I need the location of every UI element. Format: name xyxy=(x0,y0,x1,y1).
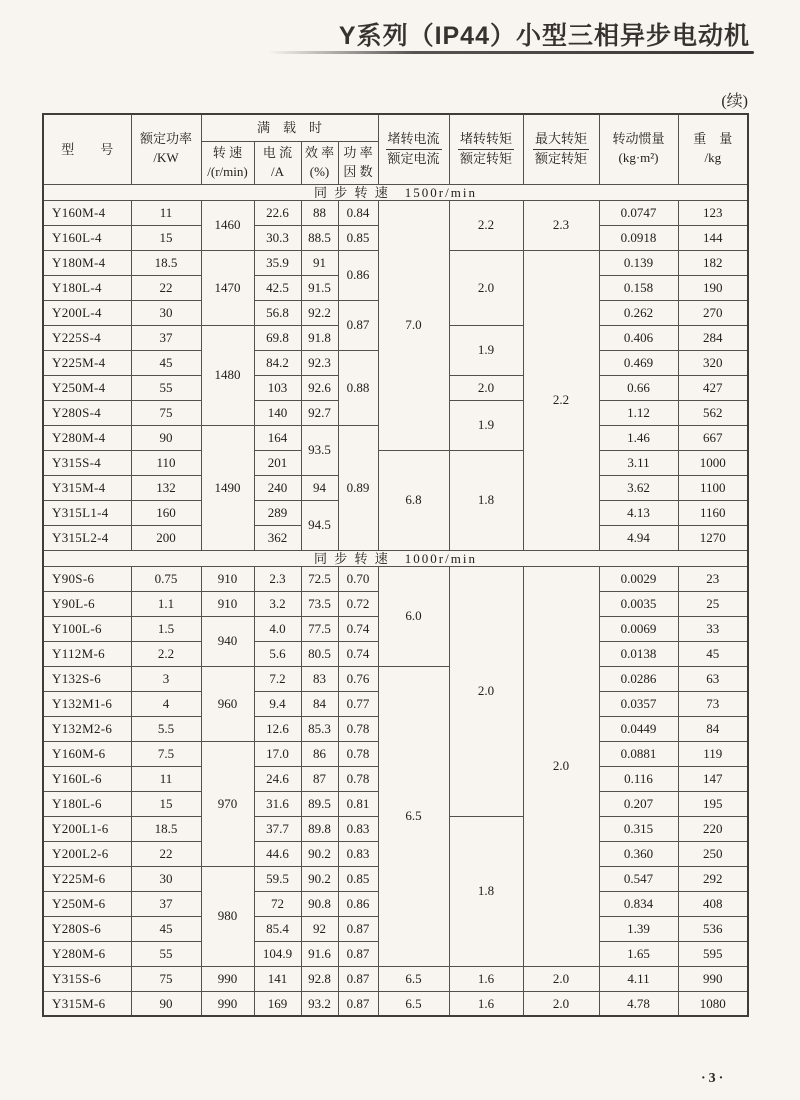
cell-power-factor: 0.81 xyxy=(338,791,378,816)
cell-weight: 1000 xyxy=(678,450,748,475)
cell-inertia: 0.469 xyxy=(599,350,678,375)
cell-rated-power: 18.5 xyxy=(131,250,201,275)
cell-current: 30.3 xyxy=(254,225,301,250)
cell-inertia: 0.834 xyxy=(599,891,678,916)
spec-table-body xyxy=(43,184,748,1016)
cell-power-factor: 0.78 xyxy=(338,766,378,791)
cell-efficiency: 90.2 xyxy=(301,866,338,891)
speed-label: 转 速 xyxy=(212,144,243,160)
cell-speed: 1480 xyxy=(201,325,254,425)
cell-weight: 1080 xyxy=(678,991,748,1016)
cell-rated-power: 3 xyxy=(131,666,201,691)
cell-efficiency: 92.7 xyxy=(301,400,338,425)
cell-rated-power: 1.5 xyxy=(131,616,201,641)
cell-model: Y200L1-6 xyxy=(43,816,131,841)
col-header-full-load: 满 载 时 xyxy=(201,114,378,141)
cell-efficiency: 92.2 xyxy=(301,300,338,325)
col-header-inertia xyxy=(599,114,678,184)
cell-current: 240 xyxy=(254,475,301,500)
cell-weight: 123 xyxy=(678,200,748,225)
cell-speed: 990 xyxy=(201,991,254,1016)
cell-power-factor: 0.88 xyxy=(338,350,378,425)
rated-power-unit: /KW xyxy=(153,150,179,166)
cell-efficiency: 83 xyxy=(301,666,338,691)
table-row xyxy=(43,991,748,1016)
cell-current: 37.7 xyxy=(254,816,301,841)
cell-locked-rotor-current-ratio: 6.5 xyxy=(378,991,449,1016)
cell-rated-power: 200 xyxy=(131,525,201,550)
cell-power-factor: 0.77 xyxy=(338,691,378,716)
cell-weight: 33 xyxy=(678,616,748,641)
cell-model: Y315L2-4 xyxy=(43,525,131,550)
cell-weight: 63 xyxy=(678,666,748,691)
col-header-rated-power xyxy=(131,114,201,184)
cell-efficiency: 92.6 xyxy=(301,375,338,400)
cell-efficiency: 73.5 xyxy=(301,591,338,616)
cell-inertia: 0.0881 xyxy=(599,741,678,766)
cell-locked-rotor-torque-ratio: 1.8 xyxy=(449,816,523,966)
cell-efficiency: 91 xyxy=(301,250,338,275)
cell-model: Y200L2-6 xyxy=(43,841,131,866)
cell-weight: 408 xyxy=(678,891,748,916)
cell-efficiency: 89.5 xyxy=(301,791,338,816)
cell-rated-power: 15 xyxy=(131,791,201,816)
cell-current: 289 xyxy=(254,500,301,525)
cell-weight: 250 xyxy=(678,841,748,866)
cell-power-factor: 0.83 xyxy=(338,841,378,866)
cell-efficiency: 85.3 xyxy=(301,716,338,741)
cell-rated-power: 22 xyxy=(131,275,201,300)
cell-rated-power: 0.75 xyxy=(131,566,201,591)
cell-rated-power: 90 xyxy=(131,991,201,1016)
cell-rated-power: 110 xyxy=(131,450,201,475)
cell-model: Y180L-4 xyxy=(43,275,131,300)
power-factor-label: 功 率 xyxy=(343,144,373,160)
ratio-denominator: 额定转矩 xyxy=(460,150,513,166)
cell-efficiency: 77.5 xyxy=(301,616,338,641)
cell-current: 56.8 xyxy=(254,300,301,325)
cell-speed: 980 xyxy=(201,866,254,966)
cell-inertia: 0.0069 xyxy=(599,616,678,641)
cell-locked-rotor-torque-ratio: 2.2 xyxy=(449,200,523,250)
section-label: 同 步 转 速 1000r/min xyxy=(43,550,748,566)
cell-locked-rotor-torque-ratio: 2.0 xyxy=(449,566,523,816)
cell-power-factor: 0.87 xyxy=(338,916,378,941)
cell-efficiency: 84 xyxy=(301,691,338,716)
efficiency-label: 效 率 xyxy=(304,144,335,160)
cell-weight: 1270 xyxy=(678,525,748,550)
cell-locked-rotor-torque-ratio: 2.0 xyxy=(449,375,523,400)
cell-rated-power: 15 xyxy=(131,225,201,250)
cell-max-torque-ratio: 2.0 xyxy=(523,566,599,966)
cell-weight: 595 xyxy=(678,941,748,966)
cell-rated-power: 11 xyxy=(131,766,201,791)
cell-efficiency: 89.8 xyxy=(301,816,338,841)
cell-weight: 144 xyxy=(678,225,748,250)
section-label: 同 步 转 速 1500r/min xyxy=(43,184,748,200)
cell-model: Y160L-6 xyxy=(43,766,131,791)
col-header-weight xyxy=(678,114,748,184)
cell-model: Y315M-4 xyxy=(43,475,131,500)
cell-current: 24.6 xyxy=(254,766,301,791)
cell-current: 104.9 xyxy=(254,941,301,966)
cell-power-factor: 0.86 xyxy=(338,891,378,916)
cell-inertia: 0.0918 xyxy=(599,225,678,250)
cell-locked-rotor-torque-ratio: 1.6 xyxy=(449,991,523,1016)
cell-speed: 1460 xyxy=(201,200,254,250)
cell-weight: 667 xyxy=(678,425,748,450)
cell-efficiency: 91.8 xyxy=(301,325,338,350)
cell-model: Y160M-4 xyxy=(43,200,131,225)
cell-locked-rotor-torque-ratio: 1.9 xyxy=(449,400,523,450)
cell-speed: 910 xyxy=(201,566,254,591)
cell-speed: 960 xyxy=(201,666,254,741)
cell-efficiency: 92 xyxy=(301,916,338,941)
cell-model: Y225S-4 xyxy=(43,325,131,350)
cell-locked-rotor-current-ratio: 6.0 xyxy=(378,566,449,666)
cell-speed: 1470 xyxy=(201,250,254,325)
cell-inertia: 1.39 xyxy=(599,916,678,941)
cell-inertia: 4.78 xyxy=(599,991,678,1016)
cell-weight: 990 xyxy=(678,966,748,991)
cell-efficiency: 86 xyxy=(301,741,338,766)
cell-current: 69.8 xyxy=(254,325,301,350)
cell-inertia: 4.94 xyxy=(599,525,678,550)
cell-weight: 536 xyxy=(678,916,748,941)
cell-efficiency: 94 xyxy=(301,475,338,500)
cell-weight: 45 xyxy=(678,641,748,666)
cell-rated-power: 160 xyxy=(131,500,201,525)
cell-current: 72 xyxy=(254,891,301,916)
cell-weight: 190 xyxy=(678,275,748,300)
cell-model: Y180L-6 xyxy=(43,791,131,816)
cell-weight: 1100 xyxy=(678,475,748,500)
cell-power-factor: 0.72 xyxy=(338,591,378,616)
cell-current: 44.6 xyxy=(254,841,301,866)
cell-current: 17.0 xyxy=(254,741,301,766)
cell-power-factor: 0.87 xyxy=(338,941,378,966)
cell-current: 141 xyxy=(254,966,301,991)
ratio-numerator: 堵转电流 xyxy=(386,131,442,150)
cell-power-factor: 0.85 xyxy=(338,225,378,250)
cell-power-factor: 0.74 xyxy=(338,616,378,641)
cell-max-torque-ratio: 2.3 xyxy=(523,200,599,250)
cell-weight: 292 xyxy=(678,866,748,891)
cell-inertia: 0.66 xyxy=(599,375,678,400)
cell-power-factor: 0.84 xyxy=(338,200,378,225)
cell-model: Y280S-4 xyxy=(43,400,131,425)
cell-inertia: 0.0035 xyxy=(599,591,678,616)
cell-weight: 23 xyxy=(678,566,748,591)
cell-weight: 220 xyxy=(678,816,748,841)
cell-efficiency: 92.8 xyxy=(301,966,338,991)
cell-current: 140 xyxy=(254,400,301,425)
cell-max-torque-ratio: 2.2 xyxy=(523,250,599,550)
cell-model: Y225M-4 xyxy=(43,350,131,375)
table-row xyxy=(43,200,748,225)
cell-rated-power: 37 xyxy=(131,891,201,916)
ratio-numerator: 堵转转矩 xyxy=(458,131,514,150)
cell-locked-rotor-torque-ratio: 1.8 xyxy=(449,450,523,550)
cell-current: 35.9 xyxy=(254,250,301,275)
cell-current: 362 xyxy=(254,525,301,550)
cell-efficiency: 94.5 xyxy=(301,500,338,550)
cell-weight: 284 xyxy=(678,325,748,350)
inertia-unit: (kg·m²) xyxy=(618,150,659,166)
cell-rated-power: 45 xyxy=(131,350,201,375)
cell-current: 84.2 xyxy=(254,350,301,375)
cell-inertia: 0.0138 xyxy=(599,641,678,666)
page-number: ·3· xyxy=(701,1071,727,1086)
inertia-label: 转动惯量 xyxy=(612,131,665,147)
cell-efficiency: 91.6 xyxy=(301,941,338,966)
cell-model: Y90S-6 xyxy=(43,566,131,591)
cell-model: Y280S-6 xyxy=(43,916,131,941)
cell-inertia: 0.360 xyxy=(599,841,678,866)
cell-power-factor: 0.74 xyxy=(338,641,378,666)
cell-speed: 1490 xyxy=(201,425,254,550)
cell-inertia: 4.11 xyxy=(599,966,678,991)
cell-model: Y100L-6 xyxy=(43,616,131,641)
cell-locked-rotor-torque-ratio: 1.9 xyxy=(449,325,523,375)
cell-model: Y315L1-4 xyxy=(43,500,131,525)
weight-unit: /kg xyxy=(704,150,722,166)
table-row xyxy=(43,966,748,991)
col-header-speed xyxy=(201,141,254,184)
cell-model: Y250M-6 xyxy=(43,891,131,916)
cell-efficiency: 91.5 xyxy=(301,275,338,300)
cell-efficiency: 88.5 xyxy=(301,225,338,250)
cell-rated-power: 45 xyxy=(131,916,201,941)
cell-model: Y132S-6 xyxy=(43,666,131,691)
cell-max-torque-ratio: 2.0 xyxy=(523,991,599,1016)
col-header-current xyxy=(254,141,301,184)
cell-inertia: 0.0286 xyxy=(599,666,678,691)
cell-weight: 25 xyxy=(678,591,748,616)
cell-locked-rotor-current-ratio: 6.8 xyxy=(378,450,449,550)
col-header-model: 型 号 xyxy=(43,114,131,184)
cell-rated-power: 4 xyxy=(131,691,201,716)
page-title: Y系列（IP44）小型三相异步电动机 xyxy=(338,22,750,50)
cell-current: 31.6 xyxy=(254,791,301,816)
table-row xyxy=(43,566,748,591)
cell-rated-power: 11 xyxy=(131,200,201,225)
cell-rated-power: 55 xyxy=(131,941,201,966)
cell-current: 103 xyxy=(254,375,301,400)
cell-weight: 182 xyxy=(678,250,748,275)
cell-weight: 270 xyxy=(678,300,748,325)
cell-model: Y250M-4 xyxy=(43,375,131,400)
cell-model: Y160M-6 xyxy=(43,741,131,766)
current-label: 电 流 xyxy=(262,144,293,160)
cell-efficiency: 93.2 xyxy=(301,991,338,1016)
cell-locked-rotor-torque-ratio: 1.6 xyxy=(449,966,523,991)
cell-model: Y160L-4 xyxy=(43,225,131,250)
cell-inertia: 0.207 xyxy=(599,791,678,816)
cell-inertia: 0.158 xyxy=(599,275,678,300)
cell-rated-power: 132 xyxy=(131,475,201,500)
cell-inertia: 1.65 xyxy=(599,941,678,966)
cell-weight: 195 xyxy=(678,791,748,816)
table-row xyxy=(43,666,748,691)
cell-max-torque-ratio: 2.0 xyxy=(523,966,599,991)
cell-model: Y132M2-6 xyxy=(43,716,131,741)
cell-inertia: 1.46 xyxy=(599,425,678,450)
cell-power-factor: 0.85 xyxy=(338,866,378,891)
cell-efficiency: 87 xyxy=(301,766,338,791)
cell-inertia: 0.0357 xyxy=(599,691,678,716)
cell-power-factor: 0.87 xyxy=(338,966,378,991)
cell-speed: 990 xyxy=(201,966,254,991)
cell-efficiency: 72.5 xyxy=(301,566,338,591)
cell-locked-rotor-current-ratio: 7.0 xyxy=(378,200,449,450)
cell-efficiency: 90.8 xyxy=(301,891,338,916)
cell-power-factor: 0.89 xyxy=(338,425,378,550)
cell-speed: 940 xyxy=(201,616,254,666)
current-unit: /A xyxy=(271,163,284,179)
cell-current: 9.4 xyxy=(254,691,301,716)
cell-inertia: 1.12 xyxy=(599,400,678,425)
cell-inertia: 0.406 xyxy=(599,325,678,350)
cell-model: Y200L-4 xyxy=(43,300,131,325)
cell-model: Y280M-4 xyxy=(43,425,131,450)
cell-efficiency: 88 xyxy=(301,200,338,225)
cell-inertia: 3.62 xyxy=(599,475,678,500)
ratio-numerator: 最大转矩 xyxy=(533,131,589,150)
cell-locked-rotor-current-ratio: 6.5 xyxy=(378,966,449,991)
col-header-efficiency xyxy=(301,141,338,184)
cell-inertia: 0.0449 xyxy=(599,716,678,741)
cell-rated-power: 18.5 xyxy=(131,816,201,841)
cell-current: 164 xyxy=(254,425,301,450)
table-row xyxy=(43,450,748,475)
cell-inertia: 0.262 xyxy=(599,300,678,325)
cell-current: 85.4 xyxy=(254,916,301,941)
cell-rated-power: 2.2 xyxy=(131,641,201,666)
cell-inertia: 3.11 xyxy=(599,450,678,475)
cell-weight: 1160 xyxy=(678,500,748,525)
cell-model: Y132M1-6 xyxy=(43,691,131,716)
cell-current: 4.0 xyxy=(254,616,301,641)
cell-weight: 562 xyxy=(678,400,748,425)
cell-weight: 119 xyxy=(678,741,748,766)
cell-current: 42.5 xyxy=(254,275,301,300)
cell-inertia: 4.13 xyxy=(599,500,678,525)
cell-model: Y112M-6 xyxy=(43,641,131,666)
cell-current: 201 xyxy=(254,450,301,475)
title-divider xyxy=(268,51,754,54)
cell-model: Y280M-6 xyxy=(43,941,131,966)
cell-weight: 320 xyxy=(678,350,748,375)
cell-rated-power: 37 xyxy=(131,325,201,350)
efficiency-unit: (%) xyxy=(309,163,330,179)
cell-power-factor: 0.87 xyxy=(338,991,378,1016)
cell-rated-power: 55 xyxy=(131,375,201,400)
cell-inertia: 0.315 xyxy=(599,816,678,841)
continued-label: (续) xyxy=(721,93,748,110)
cell-rated-power: 5.5 xyxy=(131,716,201,741)
cell-weight: 147 xyxy=(678,766,748,791)
cell-rated-power: 1.1 xyxy=(131,591,201,616)
cell-current: 2.3 xyxy=(254,566,301,591)
cell-inertia: 0.547 xyxy=(599,866,678,891)
cell-power-factor: 0.78 xyxy=(338,741,378,766)
cell-rated-power: 30 xyxy=(131,300,201,325)
cell-efficiency: 80.5 xyxy=(301,641,338,666)
cell-weight: 73 xyxy=(678,691,748,716)
cell-locked-rotor-current-ratio: 6.5 xyxy=(378,666,449,966)
cell-current: 7.2 xyxy=(254,666,301,691)
cell-speed: 970 xyxy=(201,741,254,866)
cell-current: 12.6 xyxy=(254,716,301,741)
ratio-denominator: 额定转矩 xyxy=(535,150,588,166)
cell-current: 59.5 xyxy=(254,866,301,891)
cell-power-factor: 0.87 xyxy=(338,300,378,350)
cell-rated-power: 90 xyxy=(131,425,201,450)
cell-model: Y180M-4 xyxy=(43,250,131,275)
col-header-max-torque-ratio xyxy=(523,114,599,184)
cell-power-factor: 0.70 xyxy=(338,566,378,591)
cell-inertia: 0.139 xyxy=(599,250,678,275)
speed-unit: /(r/min) xyxy=(207,163,248,179)
cell-model: Y315M-6 xyxy=(43,991,131,1016)
motor-spec-table xyxy=(42,113,749,1017)
cell-weight: 427 xyxy=(678,375,748,400)
power-factor-label2: 因 数 xyxy=(343,163,373,179)
rated-power-label: 额定功率 xyxy=(139,131,192,147)
cell-model: Y225M-6 xyxy=(43,866,131,891)
cell-current: 5.6 xyxy=(254,641,301,666)
ratio-denominator: 额定电流 xyxy=(387,150,440,166)
cell-inertia: 0.0029 xyxy=(599,566,678,591)
col-header-power-factor xyxy=(338,141,378,184)
cell-model: Y90L-6 xyxy=(43,591,131,616)
weight-label: 重 量 xyxy=(693,131,733,147)
cell-weight: 84 xyxy=(678,716,748,741)
cell-current: 169 xyxy=(254,991,301,1016)
cell-power-factor: 0.78 xyxy=(338,716,378,741)
col-header-locked-rotor-current-ratio xyxy=(378,114,449,184)
cell-rated-power: 75 xyxy=(131,400,201,425)
cell-current: 22.6 xyxy=(254,200,301,225)
cell-efficiency: 90.2 xyxy=(301,841,338,866)
cell-power-factor: 0.83 xyxy=(338,816,378,841)
cell-inertia: 0.0747 xyxy=(599,200,678,225)
cell-power-factor: 0.76 xyxy=(338,666,378,691)
cell-model: Y315S-6 xyxy=(43,966,131,991)
cell-inertia: 0.116 xyxy=(599,766,678,791)
cell-rated-power: 30 xyxy=(131,866,201,891)
cell-efficiency: 92.3 xyxy=(301,350,338,375)
cell-rated-power: 22 xyxy=(131,841,201,866)
cell-rated-power: 7.5 xyxy=(131,741,201,766)
cell-speed: 910 xyxy=(201,591,254,616)
cell-locked-rotor-torque-ratio: 2.0 xyxy=(449,250,523,325)
cell-efficiency: 93.5 xyxy=(301,425,338,475)
cell-rated-power: 75 xyxy=(131,966,201,991)
col-header-locked-rotor-torque-ratio xyxy=(449,114,523,184)
cell-power-factor: 0.86 xyxy=(338,250,378,300)
cell-current: 3.2 xyxy=(254,591,301,616)
cell-model: Y315S-4 xyxy=(43,450,131,475)
